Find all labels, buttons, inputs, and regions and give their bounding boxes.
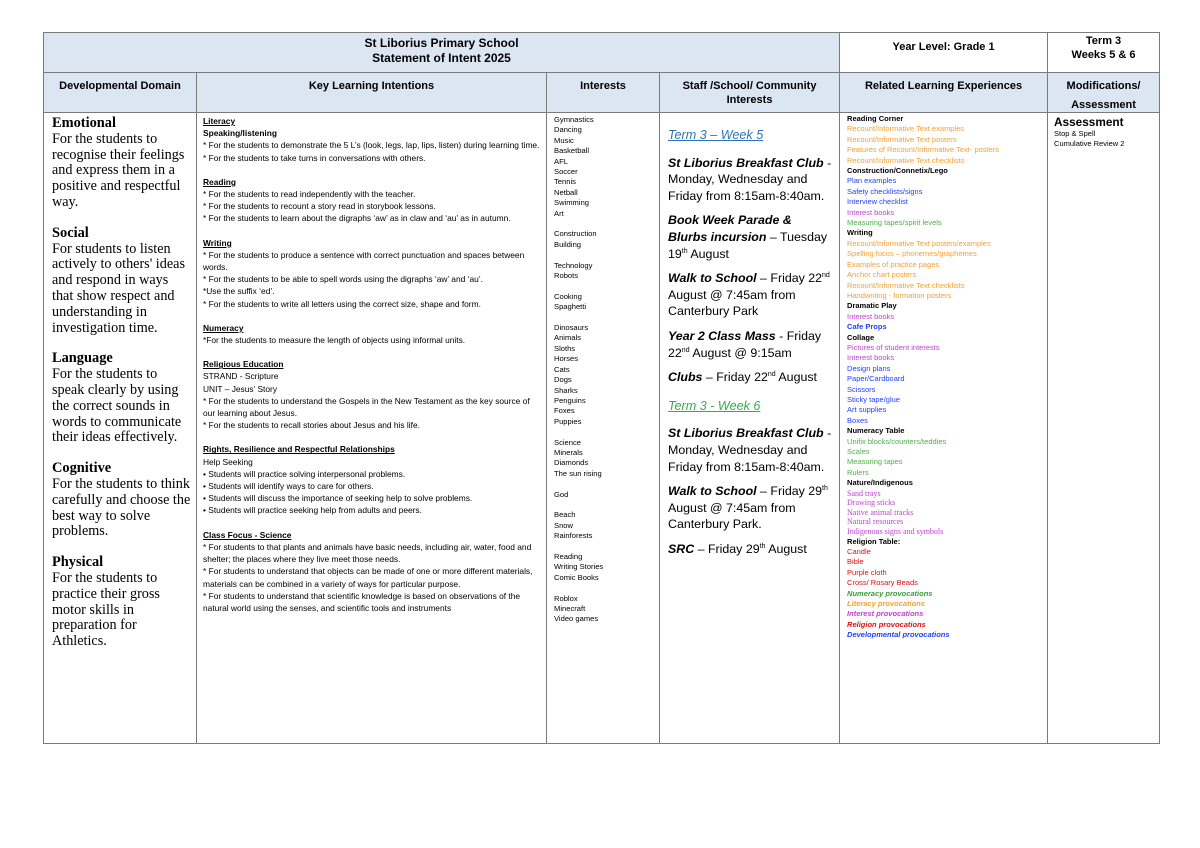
experience-item: Examples of practice pages (847, 259, 940, 269)
intention-line: * For the students to take turns in conversations with others. (203, 152, 426, 163)
interest-item: Netball (554, 187, 578, 197)
interest-item: Diamonds (554, 458, 589, 468)
intention-line: * For the students to be able to spell words using the digraphs ‘aw’ and ‘au’. (203, 274, 483, 285)
section-heading: Religious Education (203, 359, 284, 370)
interest-item: Tennis (554, 177, 576, 187)
domain-heading: Language (52, 350, 113, 367)
domain-text: For the students to recognise their feelings and express them in a positive and respectful way. (52, 130, 185, 210)
interest-item: Dancing (554, 125, 582, 135)
event-title: Walk to School (668, 484, 757, 499)
event-title: St Liborius Breakfast Club (668, 155, 824, 170)
interest-item: Video games (554, 614, 599, 624)
event-title: SRC (668, 541, 695, 556)
event-sup: th (822, 484, 828, 492)
spacer (554, 250, 655, 260)
event-src (668, 541, 833, 558)
event-walk-to-school (668, 270, 833, 320)
interest-item: Roblox (554, 593, 578, 603)
column-header-dev (44, 73, 197, 113)
section-heading: Rights, Resilience and Respectful Relationships (203, 444, 395, 455)
term-cell (1048, 33, 1160, 73)
interest-item: Building (554, 239, 582, 249)
experience-item: Natural resources (847, 517, 904, 527)
column-header-interests (547, 73, 660, 113)
spacer (203, 346, 542, 358)
year-level-cell (840, 33, 1048, 73)
experience-item: Paper/Cardboard (847, 374, 905, 384)
column-header-related-label: Related Learning Experiences (864, 80, 1023, 92)
interest-item: Gymnastics (554, 115, 594, 124)
interest-item: Animals (554, 333, 582, 343)
experience-item: Pictures of student interests (847, 342, 940, 352)
weeks-label: Weeks 5 & 6 (1071, 49, 1136, 61)
intention-line: * For the students to recall stories about Jesus and his life. (203, 420, 420, 431)
intention-line: Help Seeking (203, 456, 253, 467)
assessment-heading: Assessment (1054, 115, 1124, 129)
spacer (203, 310, 542, 322)
event-text: – Tuesday 19 (668, 229, 828, 261)
intention-line: * For the students to demonstrate the 5 L’s (look, legs, lap, lips, listen) during learning time. (203, 140, 540, 151)
experience-item: Purple cloth (847, 567, 887, 577)
interest-item: Puppies (554, 416, 582, 426)
interest-item: Science (554, 437, 582, 447)
event-title: Clubs (668, 370, 703, 385)
event-text: – Friday 29 (756, 484, 823, 499)
area-heading: Cafe Props (847, 322, 887, 332)
intention-line: • Students will identify ways to care for others. (203, 481, 374, 492)
interest-item: Dogs (554, 375, 572, 385)
event-text: - Friday 22 (668, 328, 822, 360)
experience-item: Recount/Informative Text checklists (847, 155, 965, 165)
experience-item: Numeracy provocations (847, 588, 933, 598)
interest-item: Minecraft (554, 603, 586, 613)
interest-item: AFL (554, 156, 568, 166)
spacer (203, 225, 542, 237)
experience-item: Religion provocations (847, 619, 926, 629)
key-learning-cell (197, 113, 547, 744)
domain-heading: Emotional (52, 115, 116, 131)
interest-item: Snow (554, 520, 573, 530)
event-text: - Monday, Wednesday and Friday from 8:15am-8:40am. (668, 426, 832, 474)
staff-interests-cell (660, 113, 840, 744)
column-header-mods-line1: Modifications/ (1066, 80, 1141, 92)
experience-item: Interest books (847, 311, 895, 321)
experience-item: Rulers (847, 467, 869, 477)
area-heading: Religion Table: (847, 536, 901, 546)
event-sup: th (759, 542, 766, 550)
intention-line: * For the students to read independently with the teacher. (203, 189, 416, 200)
interest-item: Dinosaurs (554, 323, 589, 333)
experience-item: Drawing sticks (847, 498, 896, 508)
experience-item: Sticky tape/glue (847, 394, 900, 404)
area-heading: Collage (847, 332, 875, 342)
statement-of-intent-table (43, 32, 1159, 736)
experience-item: Bible (847, 557, 864, 567)
domain-heading: Cognitive (52, 460, 112, 477)
domain-text: For the students to practice their gross motor skills in preparation for Athletics. (52, 569, 160, 650)
column-header-staff-line1: Staff /School/ Community (682, 80, 817, 92)
column-header-interests-label: Interests (580, 80, 626, 92)
column-header-dev-label: Developmental Domain (59, 80, 181, 92)
event-text: – Friday 22 (756, 271, 823, 286)
event-class-mass (668, 328, 833, 361)
related-learning-cell (840, 113, 1048, 744)
experience-item: Cross/ Rosary Beads (847, 578, 918, 588)
spacer (554, 583, 655, 593)
interest-item: Rainforests (554, 531, 593, 541)
assessment-cell (1048, 113, 1160, 744)
interest-item: Soccer (554, 167, 578, 177)
experience-item: Candle (847, 547, 871, 556)
column-header-key-learning (197, 73, 547, 113)
column-header-staff (660, 73, 840, 113)
area-heading: Nature/Indigenous (847, 478, 913, 488)
column-header-mods (1048, 73, 1160, 113)
area-heading: Construction/Connetix/Lego (847, 166, 948, 176)
intention-line: *For the students to measure the length of objects using informal units. (203, 335, 466, 346)
interest-item: Comic Books (554, 572, 599, 582)
event-title: Book Week Parade & Blurbs incursion (668, 213, 792, 244)
intention-line: * For students to that plants and animals have basic needs, including air, water, food and shelter; the places where they live meet those needs. (203, 541, 532, 565)
interest-item: Art (554, 208, 564, 218)
term-label: Term 3 (1085, 35, 1122, 47)
spacer (554, 479, 655, 489)
interest-item: God (554, 489, 569, 499)
experience-item: Recount/Informative Text checklists (847, 280, 965, 290)
experience-item: Literacy provocations (847, 599, 925, 609)
event-text: August (765, 541, 807, 556)
intention-line: • Students will practice seeking help from adults and peers. (203, 505, 422, 516)
subsection-heading: Speaking/listening (203, 128, 277, 139)
intention-line: * For students to understand that scientific knowledge is based on observations of the natural world using the senses, and scientific tools and instruments (203, 590, 521, 613)
event-text: – Friday 22 (702, 370, 768, 385)
interest-item: Basketball (554, 146, 590, 156)
experience-item: Measuring tapes/spirit levels (847, 218, 942, 228)
interests-cell (547, 113, 660, 744)
domain-text: For the students to speak clearly by using the correct sounds in words to communicate their ideas effectively. (52, 366, 182, 446)
event-walk-to-school-week6 (668, 483, 833, 533)
interest-item: The sun rising (554, 468, 602, 478)
experience-item: Developmental provocations (847, 630, 950, 640)
experience-item: Interest provocations (847, 609, 924, 619)
event-text: August (687, 246, 729, 261)
statement-title: Statement of Intent 2025 (372, 51, 511, 65)
experience-item: Boxes (847, 415, 868, 425)
experience-item: Interview checklist (847, 197, 908, 207)
experience-item: Safety checklists/signs (847, 186, 923, 196)
title-cell (44, 33, 840, 73)
interest-item: Swimming (554, 198, 590, 208)
experience-item: Recount/Informative Text examples (847, 124, 965, 134)
event-breakfast-club-week6 (668, 425, 833, 475)
area-heading: Dramatic Play (847, 301, 897, 311)
intention-line: * For the students to write all letters using the correct size, shape and form. (203, 298, 481, 309)
experience-item: Recount/Informative Text posters (847, 134, 957, 144)
interest-item: Reading (554, 551, 583, 561)
interest-item: Penguins (554, 395, 586, 405)
developmental-domain-cell (44, 113, 197, 744)
interest-item: Minerals (554, 447, 583, 457)
intention-line: * For the students to learn about the digraphs ‘aw’ as in claw and ‘au’ as in autumn. (203, 213, 511, 224)
section-heading: Reading (203, 176, 237, 187)
domain-heading: Physical (52, 554, 104, 571)
column-header-key-learning-label: Key Learning Intentions (308, 80, 435, 92)
spacer (554, 542, 655, 552)
column-header-staff-line2: Interests (726, 94, 773, 106)
spacer (203, 164, 542, 176)
experience-item: Scissors (847, 384, 876, 394)
event-text: August @ 7:45am from Canterbury Park (668, 287, 796, 319)
section-heading: Class Focus - Science (203, 529, 292, 540)
experience-item: Unifix blocks/counters/teddies (847, 436, 947, 446)
column-header-related (840, 73, 1048, 113)
interest-item: Cooking (554, 291, 582, 301)
event-book-week (668, 212, 833, 262)
domain-text: For students to listen actively to others' ideas and respond in ways that show respect and understanding in investigation time. (52, 240, 185, 336)
spacer (203, 431, 542, 443)
intention-line: * For the students to recount a story read in storybook lessons. (203, 201, 436, 212)
experience-item: Plan examples (847, 176, 897, 186)
interest-item: Cats (554, 364, 570, 374)
column-header-mods-line2: Assessment (1071, 99, 1136, 111)
interest-item: Music (554, 135, 574, 145)
spacer (554, 281, 655, 291)
experience-item: Interest books (847, 353, 895, 363)
interest-item: Writing Stories (554, 562, 604, 572)
school-name: St Liborius Primary School (364, 36, 519, 50)
experience-item: Measuring tapes (847, 457, 903, 467)
intention-line: * For the students to produce a sentence with correct punctuation and spaces between words. (203, 249, 525, 273)
experience-item: Scales (847, 447, 870, 456)
interest-item: Sharks (554, 385, 578, 395)
assessment-item: Cumulative Review 2 (1054, 139, 1125, 149)
intention-line: STRAND - Scripture (203, 371, 279, 382)
event-sup: nd (681, 346, 690, 354)
spacer (203, 517, 542, 529)
interest-item: Sloths (554, 343, 576, 353)
experience-item: Anchor chart posters (847, 270, 917, 280)
experience-item: Sand trays (847, 488, 881, 498)
event-text: August (775, 370, 817, 385)
intention-line: * For the students to understand the Gospels in the New Testament as the key source of our learning about Jesus. (203, 395, 530, 419)
experience-item: Design plans (847, 363, 891, 373)
experience-item: Interest books (847, 207, 895, 217)
experience-item: Indigenous signs and symbols (847, 527, 944, 536)
intention-line: • Students will discuss the importance of seeking help to solve problems. (203, 493, 473, 504)
interest-item: Foxes (554, 406, 575, 416)
experience-item: Art supplies (847, 405, 887, 415)
event-title: St Liborius Breakfast Club (668, 426, 824, 441)
event-breakfast-club (668, 155, 833, 205)
spacer (554, 313, 655, 323)
area-heading: Writing (847, 228, 873, 238)
domain-heading: Social (52, 224, 89, 241)
experience-item: Handwriting - formation posters (847, 290, 952, 300)
intention-line: UNIT – Jesus’ Story (203, 383, 278, 394)
week6-heading: Term 3 - Week 6 (668, 398, 761, 413)
interest-item: Horses (554, 354, 579, 364)
event-sup: nd (822, 272, 830, 280)
event-sup: nd (767, 371, 776, 378)
section-heading: Writing (203, 237, 232, 248)
assessment-item: Stop & Spell (1054, 129, 1096, 138)
interest-item: Technology (554, 260, 593, 270)
interest-item: Robots (554, 271, 579, 281)
year-level: Year Level: Grade 1 (892, 41, 995, 53)
area-heading: Numeracy Table (847, 426, 905, 436)
spacer (554, 427, 655, 437)
domain-text: For the students to think carefully and choose the best way to solve problems. (52, 475, 191, 540)
interest-item: Construction (554, 229, 597, 239)
section-heading: Literacy (203, 116, 236, 126)
experience-item: Spelling focus – phonemes/graphemes (847, 249, 977, 259)
intention-line: * For students to understand that objects can be made of one or more different materials, materials can be combined in a variety of ways for particular purpose. (203, 566, 533, 589)
section-heading: Numeracy (203, 322, 244, 333)
intention-line: *Use the suffix ‘ed’. (203, 286, 275, 297)
experience-item: Native animal tracks (847, 507, 914, 517)
event-text: - Monday, Wednesday and Friday from 8:15am-8:40am. (668, 155, 832, 203)
event-text: August @ 7:45am from Canterbury Park. (668, 500, 796, 532)
experience-item: Features of Recount/Informative Text- posters (847, 145, 1000, 155)
interest-item: Beach (554, 510, 576, 520)
event-text: – Friday 29 (694, 541, 760, 556)
experience-item: Recount/Informative Text posters/examples (847, 238, 991, 248)
event-title: Walk to School (668, 271, 757, 286)
spacer (554, 500, 655, 510)
event-sup: th (681, 247, 688, 255)
area-heading: Reading Corner (847, 114, 904, 123)
week5-heading: Term 3 – Week 5 (668, 128, 764, 142)
intention-line: • Students will practice solving interpersonal problems. (203, 468, 406, 479)
interest-item: Spaghetti (554, 302, 587, 312)
event-clubs (668, 369, 833, 386)
event-text: August @ 9:15am (689, 345, 792, 360)
spacer (554, 219, 655, 229)
event-title: Year 2 Class Mass (668, 328, 776, 343)
